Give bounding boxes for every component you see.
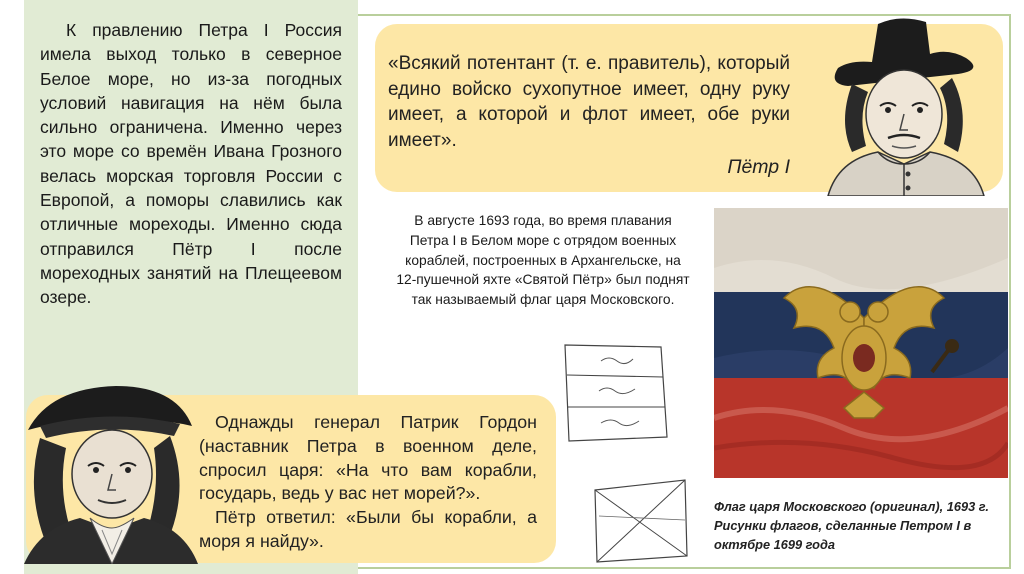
tsar-flag-photo (714, 208, 1008, 478)
flag-caption-line-1: Флаг царя Московского (оригинал), 1693 г. (714, 499, 989, 514)
flag-caption-line-2: Рисунки флагов, сделанные Петром I в октябре 1699 года (714, 518, 972, 552)
flag-sketch-image (561, 341, 681, 446)
flag-caption (714, 497, 1004, 554)
quote-text: «Всякий потентант (т. е. правитель), который едино войско сухопутное имеет, одну руку имеет, а которой и флот имеет, обе руки имеет». (388, 53, 790, 151)
peter-answer: Пётр ответил: «Были бы корабли, а моря я найду». (199, 507, 537, 551)
quote-author: Пётр I (727, 156, 790, 178)
intro-text: К правлению Петра I Россия имела выход только в северное Белое море, но из-за погодных условий навигация на нём была сильно ограничена. Именно через это море со времён Ивана Грозного велась морская торговля России с Европой, а поморы славились как отличные мореходы. Именно сюда отправился Пётр I после мореходных занятий на Плещеевом озере. (40, 20, 342, 308)
event-description: В августе 1693 года, во время плавания Петра I в Белом море с отрядом военных кораблей, построенных в Архангельске, на 12-пушечной яхте «Святой Пётр» был поднят так называемый флаг царя Московского. (396, 213, 690, 308)
gordon-portrait-image (20, 378, 200, 564)
peter-portrait-image (808, 12, 996, 196)
gordon-question: Однажды генерал Патрик Гордон (наставник Петра в военном деле, спросил царя: «На что вам корабли, государь, ведь у вас нет морей?». (199, 412, 537, 504)
flag-sketch-image (575, 476, 695, 566)
gordon-anecdote (199, 411, 537, 554)
